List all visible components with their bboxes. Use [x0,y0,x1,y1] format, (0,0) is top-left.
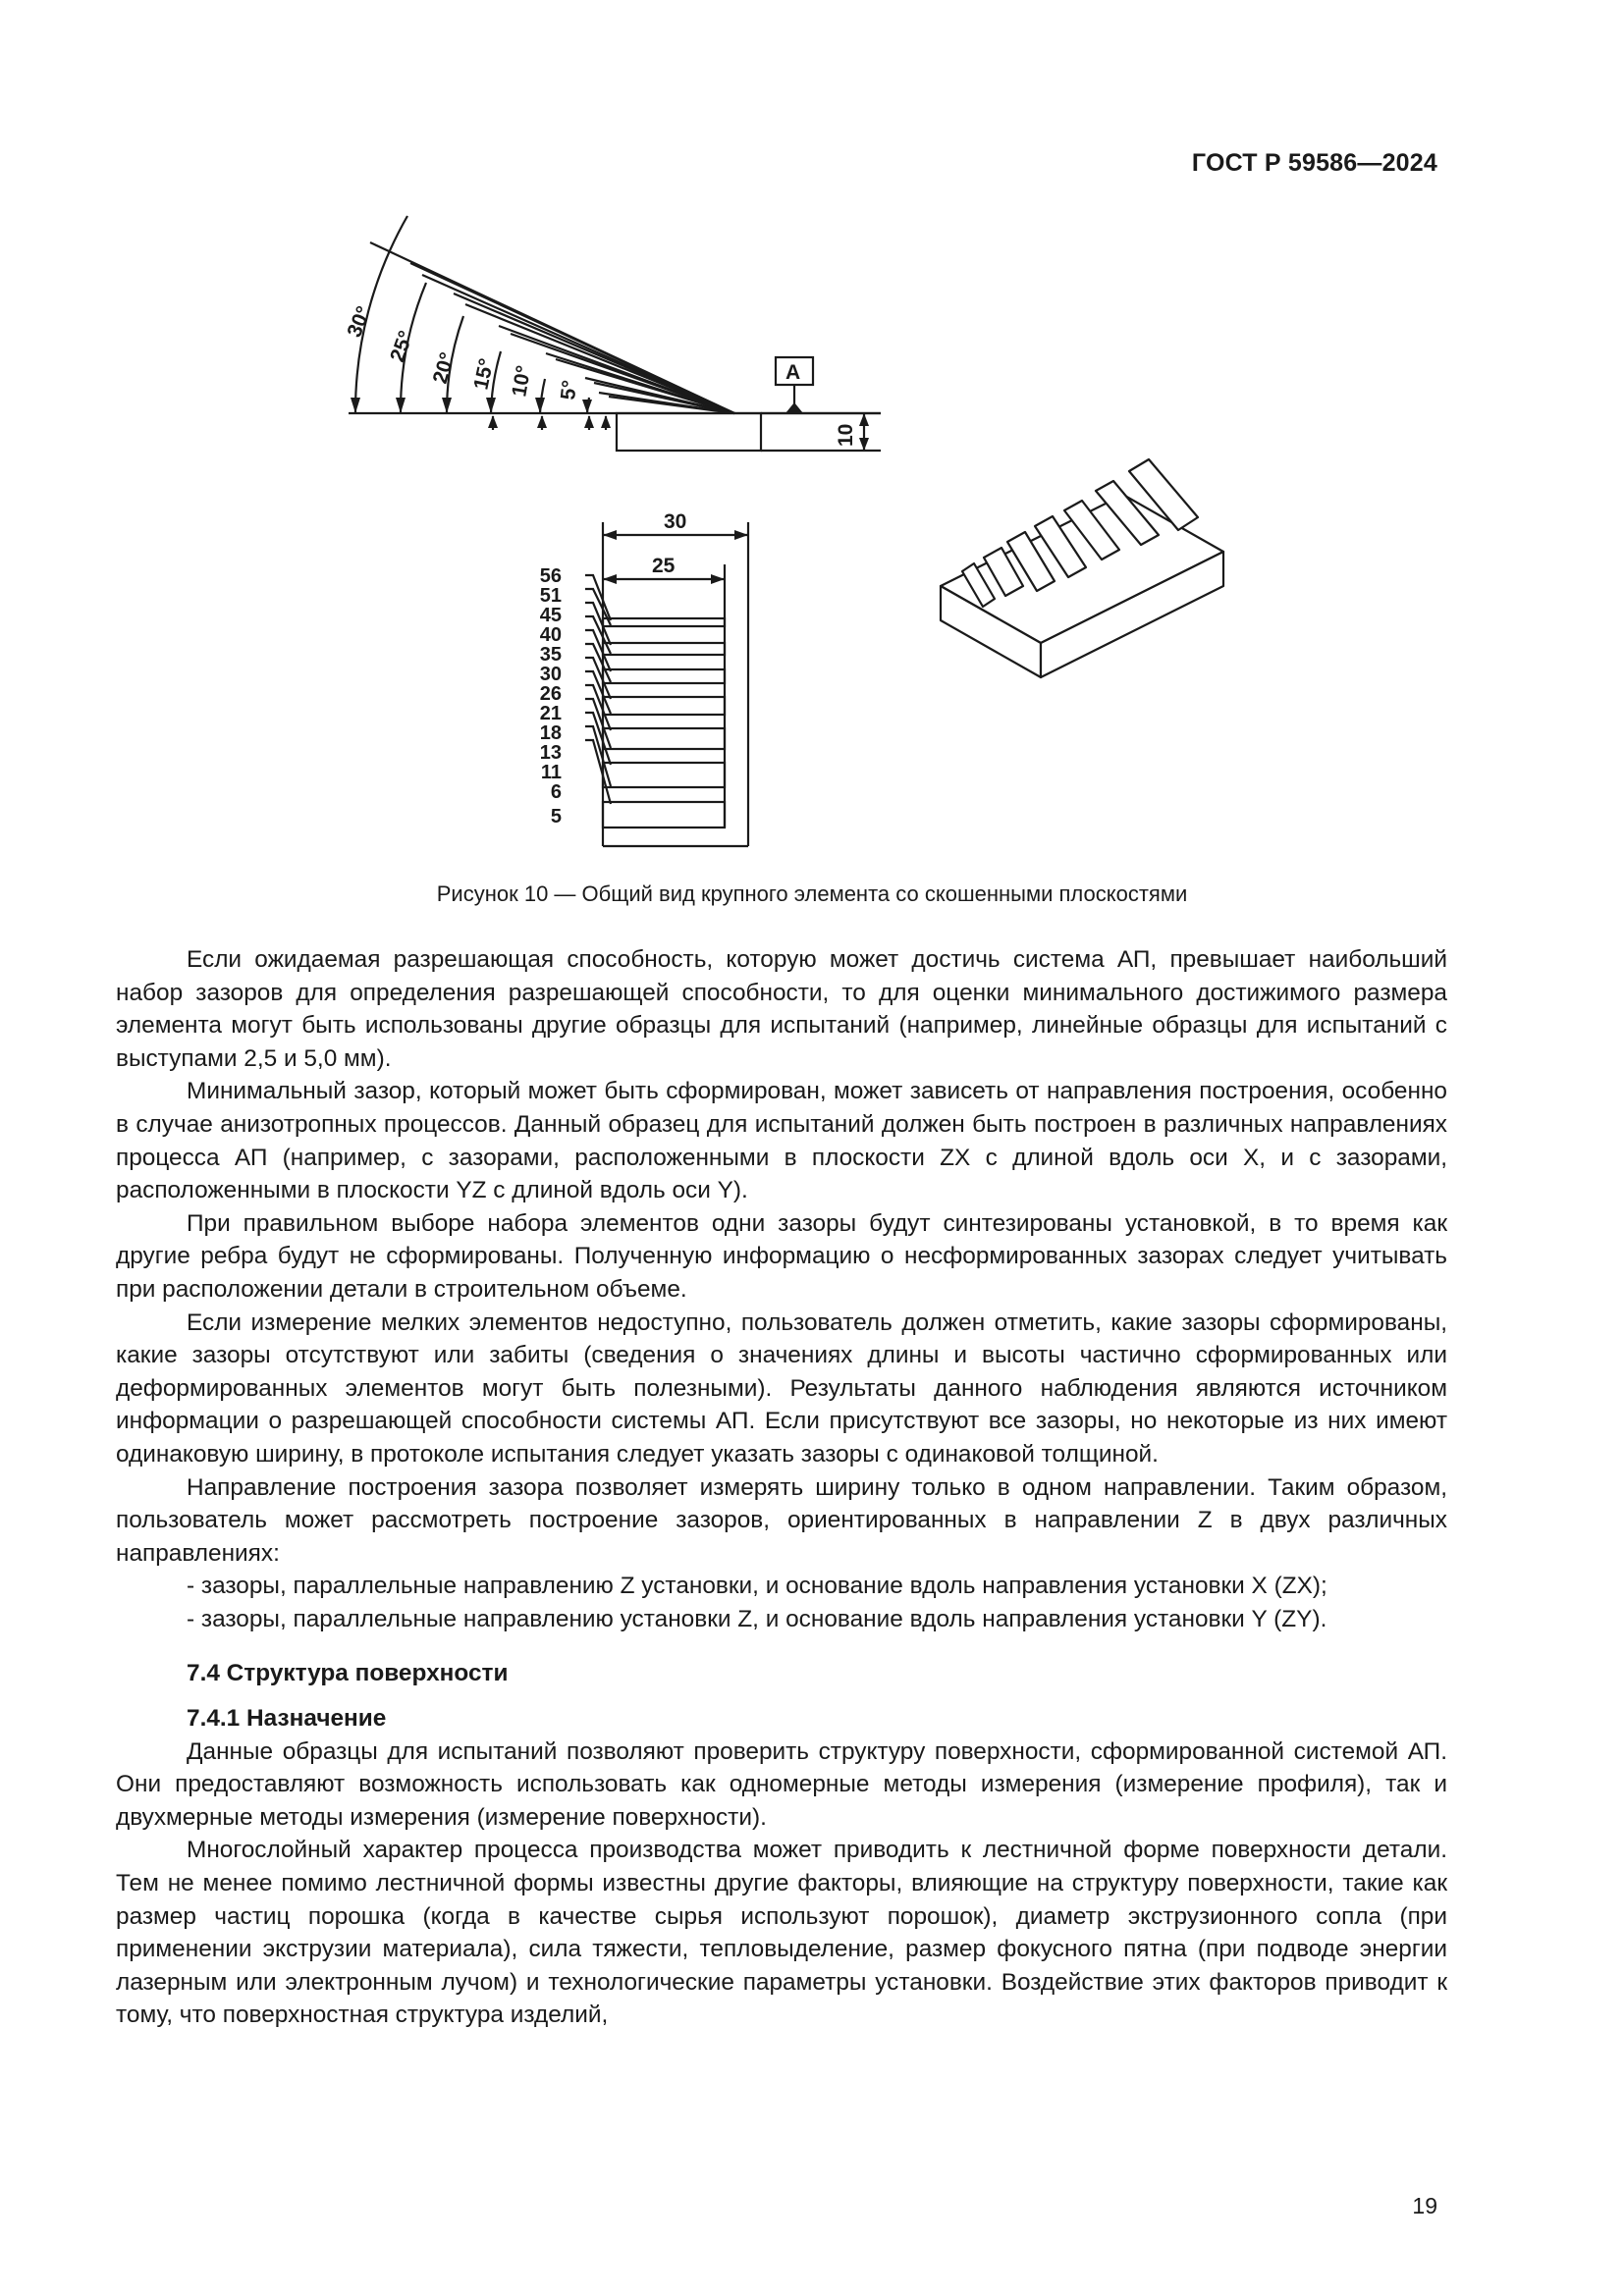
document-header: ГОСТ Р 59586—2024 [1191,149,1437,177]
gap-label: 11 [540,762,562,783]
thickness-label: 10 [835,423,857,447]
paragraph: Направление построения зазора позволяет измерять ширину только в одном направлении. Таким образом, пользователь может рассмотреть построение зазоров, ориентированных в направлении Z в двух различных направлениях: [116,1473,1447,1567]
datum-label: A [785,361,801,384]
gap-label: 56 [539,565,562,587]
base-block [617,413,761,451]
gap-label: 40 [539,624,562,646]
gap-label: 35 [539,644,562,666]
angle-label: 15° [469,356,499,393]
width-dim-inner: 25 [652,555,676,577]
angle-label: 30° [343,302,376,341]
list-item: - зазоры, параллельные направлению Z установки, и основание вдоль направления установки X (ZX); [187,1573,1327,1600]
paragraph: Минимальный зазор, который может быть сформирован, может зависеть от направления построения, особенно в случае анизотропных процессов. Данный образец для испытаний должен быть построен в различных направлениях процесса АП (например, с зазорами, расположенными в плоскости ZX с длиной вдоль оси X, и с зазорами, расположенными в плоскости YZ с длиной вдоль оси Y). [116,1078,1447,1204]
figure-caption: Рисунок 10 — Общий вид крупного элемента со скошенными плоскостями [436,881,1188,906]
subsection-heading: 7.4.1 Назначение [187,1705,387,1733]
page-number: 19 [1412,2193,1437,2218]
paragraph: Многослойный характер процесса производства может приводить к лестничной форме поверхности детали. Тем не менее помимо лестничной формы известны другие факторы, влияющие на структуру поверхности, такие как размер частиц порошка (когда в качестве сырья используют порошок), диаметр экструзионного сопла (при применении экструзии материала), сила тяжести, тепловыделение, размер фокусного пятна (при подводе энергии лазерным или электронным лучом) и технологические параметры установки. Воздействие этих факторов приводит к тому, что поверхностная структура изделий, [116,1837,1447,2029]
section-heading: 7.4 Структура поверхности [187,1660,509,1687]
fin-line [465,304,734,413]
gap-label: 18 [539,722,562,744]
gap-label: 51 [539,585,562,607]
gap-label: 21 [539,703,562,724]
fin-line [556,359,734,413]
body-text [116,943,1447,2032]
gap-label: 45 [539,605,562,626]
fin-line [511,334,734,413]
angle-label: 10° [508,363,536,399]
paragraph: Данные образцы для испытаний позволяют проверить структуру поверхности, сформированной системой АП. Они предоставляют возможность использовать как одномерные методы измерения (измерение профиля), так и двухмерные методы измерения (измерение поверхности). [116,1737,1447,1831]
list-item: - зазоры, параллельные направлению установки Z, и основание вдоль направления установки Y (ZY). [187,1605,1327,1632]
width-dim-outer: 30 [664,510,687,533]
gap-label: 5 [550,806,562,828]
gap-label: 6 [550,781,562,803]
gap-label: 26 [539,683,562,705]
gap-label: 30 [539,664,562,685]
paragraph: Если ожидаемая разрешающая способность, которую может достичь система АП, превышает наибольший набор зазоров для определения разрешающей способности, то для оценки минимального достижимого размера элемента могут быть использованы другие образцы для испытаний (например, линейные образцы для испытаний с выступами 2,5 и 5,0 мм). [116,946,1447,1072]
angle-label: 25° [386,327,418,365]
angle-label: 20° [428,349,460,387]
paragraph: Если измерение мелких элементов недоступно, пользователь должен отметить, какие зазоры сформированы, какие зазоры отсутствуют или забиты (сведения о значениях длины и высоты частично сформированных или деформированных элементов могут быть полезными). Результаты данного наблюдения являются источником информации о разрешающей способности системы АП. Если присутствуют все зазоры, но некоторые из них имеют одинаковую ширину, в протоколе испытания следует указать зазоры с одинаковой толщиной. [116,1308,1447,1468]
gap-label: 13 [539,742,562,764]
angle-label: 5° [557,379,582,401]
figure-10-drawing [0,0,1624,864]
paragraph: При правильном выборе набора элементов одни зазоры будут синтезированы установкой, в то время как другие ребра будут не сформированы. Полученную информацию о несформированных зазорах следует учитывать при расположении детали в строительном объеме. [116,1209,1447,1303]
